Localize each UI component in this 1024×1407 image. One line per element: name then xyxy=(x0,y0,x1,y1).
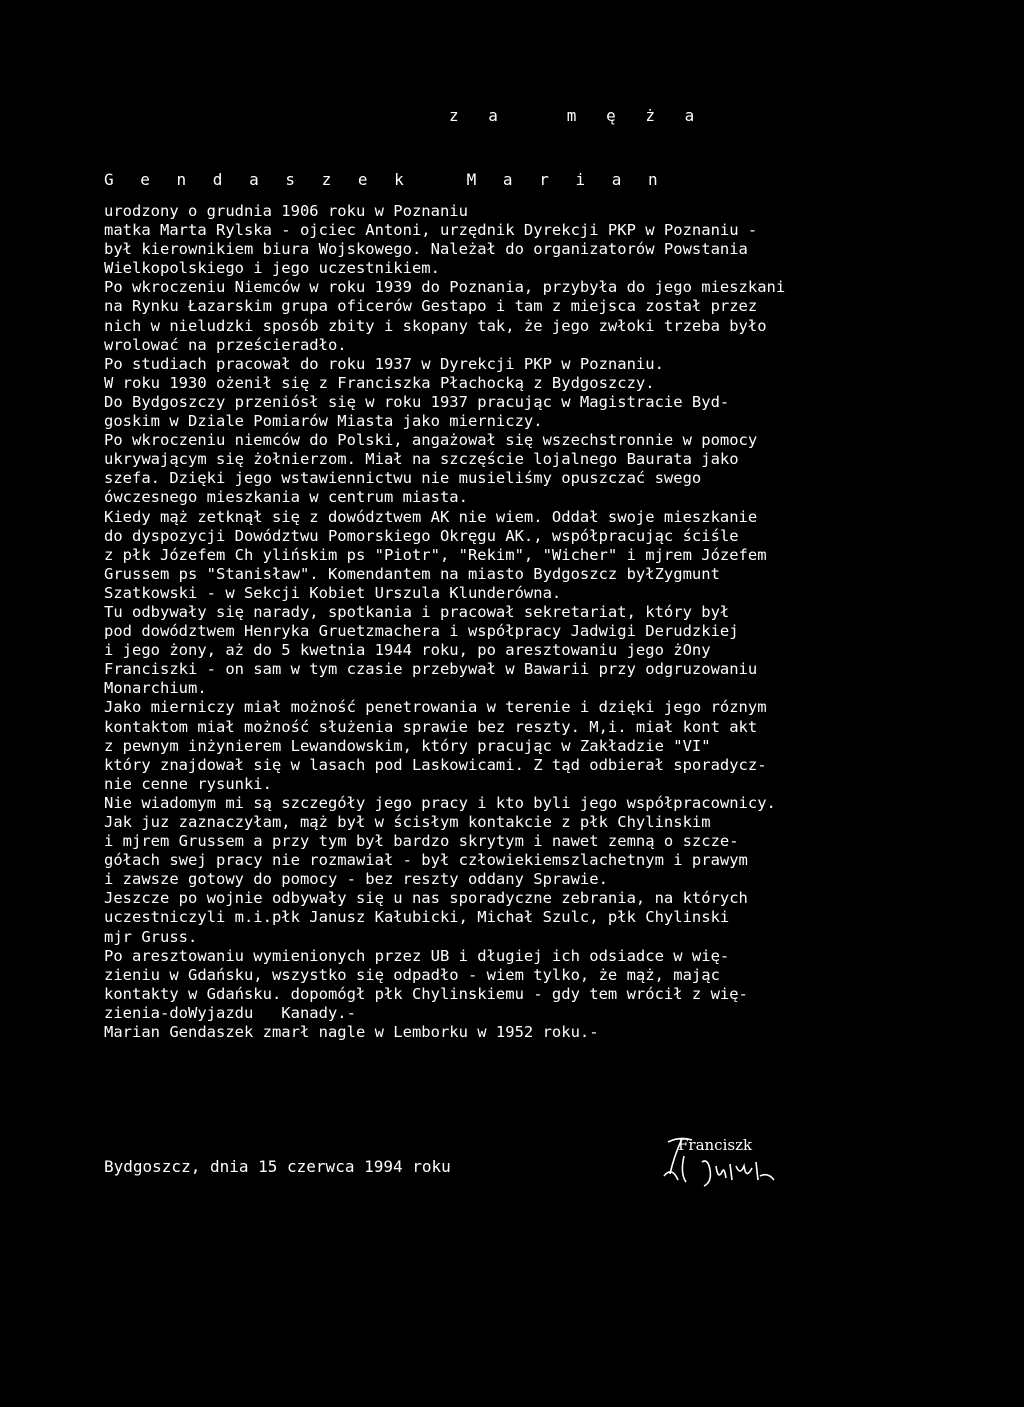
text-line: zienia-doWyjazdu Kanady.- xyxy=(104,1003,356,1022)
text-line: Monarchium. xyxy=(104,679,207,698)
text-line: i jego żony, aż do 5 kwetnia 1944 roku, po aresztowaniu jego żOny xyxy=(104,641,711,660)
text-line: który znajdował się w lasach pod Laskowicami. Z tąd odbierał sporadycz- xyxy=(104,755,767,774)
text-line: Franciszki - on sam w tym czasie przebywał w Bawarii przy odgruzowaniu xyxy=(104,660,758,679)
text-line: gółach swej pracy nie rozmawiał - był człowiekiemszlachetnym i prawym xyxy=(104,851,748,870)
text-line: Wielkopolskiego i jego uczestnikiem. xyxy=(104,259,440,278)
text-line: do dyspozycji Dowództwu Pomorskiego Okręgu AK., współpracując ściśle xyxy=(104,526,739,545)
text-line: Po wkroczeniu niemców do Polski, angażował się wszechstronnie w pomocy xyxy=(104,431,758,450)
text-line: wrolować na prześcieradło. xyxy=(104,335,347,354)
text-line: uczestniczyli m.i.płk Janusz Kałubicki, Michał Szulc, płk Chylinski xyxy=(104,908,730,927)
person-name: G e n d a s z e k M a r i a n xyxy=(104,170,667,189)
text-line: Jeszcze po wojnie odbywały się u nas sporadyczne zebrania, na których xyxy=(104,889,748,908)
text-line: Tu odbywały się narady, spotkania i pracował sekretariat, który był xyxy=(104,602,730,621)
document-heading: z a m ę ż a xyxy=(449,106,705,125)
text-line: urodzony o grudnia 1906 roku w Poznaniu xyxy=(104,202,468,220)
text-line: z pewnym inżynierem Lewandowskim, który pracując w Zakładzie "VI" xyxy=(104,736,711,755)
place-and-date: Bydgoszcz, dnia 15 czerwca 1994 roku xyxy=(104,1157,451,1176)
text-line: Do Bydgoszczy przeniósł się w roku 1937 pracując w Magistracie Byd- xyxy=(104,392,730,411)
text-line: Marian Gendaszek zmarł nagle w Lemborku w 1952 roku.- xyxy=(104,1023,599,1042)
text-line: Jako mierniczy miał możność penetrowania w terenie i dzięki jego róznym xyxy=(104,698,767,717)
text-line: pod dowództwem Henryka Gruetzmachera i współpracy Jadwigi Derudzkiej xyxy=(104,622,739,641)
text-line: Nie wiadomym mi są szczegóły jego pracy i kto byli jego współpracownicy. xyxy=(104,793,776,812)
text-line: kontakty w Gdańsku. dopomógł płk Chylinskiemu - gdy tem wrócił z wię- xyxy=(104,984,748,1003)
text-line: Po aresztowaniu wymienionych przez UB i długiej ich odsiadce w wię- xyxy=(104,946,730,965)
signature-name: Franciszk xyxy=(678,1136,753,1154)
text-line: ukrywającym się żołnierzom. Miał na szczęście lojalnego Baurata jako xyxy=(104,450,739,469)
text-line: nich w nieludzki sposób zbity i skopany tak, że jego zwłoki trzeba było xyxy=(104,316,767,335)
text-line: matka Marta Rylska - ojciec Antoni, urzędnik Dyrekcji PKP w Poznaniu - xyxy=(104,221,758,240)
text-line: i zawsze gotowy do pomocy - bez reszty oddany Sprawie. xyxy=(104,870,608,889)
text-line: goskim w Dziale Pomiarów Miasta jako mierniczy. xyxy=(104,412,543,431)
text-line: i mjrem Grussem a przy tym był bardzo skrytym i nawet zemną o szcze- xyxy=(104,832,739,851)
text-line: szefa. Dzięki jego wstawiennictwu nie musieliśmy opuszczać swego xyxy=(104,469,702,488)
text-line: Jak juz zaznaczyłam, mąż był w ścisłym kontakcie z płk Chylinskim xyxy=(104,813,711,831)
text-line: Szatkowski - w Sekcji Kobiet Urszula Klunderówna. xyxy=(104,583,562,602)
text-line: na Rynku Łazarskim grupa oficerów Gestapo i tam z miejsca został przez xyxy=(104,297,758,316)
text-line: Po studiach pracował do roku 1937 w Dyrekcji PKP w Poznaniu. xyxy=(104,354,664,373)
text-line: ówczesnego mieszkania w centrum miasta. xyxy=(104,488,468,507)
text-line: Po wkroczeniu Niemców w roku 1939 do Poznania, przybyła do jego mieszkani xyxy=(104,278,786,297)
text-line: mjr Gruss. xyxy=(104,927,198,946)
signature xyxy=(660,1136,840,1206)
text-line: był kierownikiem biura Wojskowego. Należał do organizatorów Powstania xyxy=(104,240,748,259)
text-line: nie cenne rysunki. xyxy=(104,774,272,793)
text-line: W roku 1930 ożenił się z Franciszka Płachocką z Bydgoszczy. xyxy=(104,373,655,392)
text-line: Grussem ps "Stanisław". Komendantem na miasto Bydgoszcz byłZygmunt xyxy=(104,564,720,583)
text-line: kontaktom miał możność służenia sprawie bez reszty. M,i. miał kont akt xyxy=(104,717,758,736)
text-line: z płk Józefem Ch ylińskim ps "Piotr", "Rekim", "Wicher" i mjrem Józefem xyxy=(104,545,767,564)
text-line: Kiedy mąż zetknął się z dowództwem AK nie wiem. Oddał swoje mieszkanie xyxy=(104,507,758,526)
document-body xyxy=(104,202,1004,1042)
text-line: zieniu w Gdańsku, wszystko się odpadło - wiem tylko, że mąż, mając xyxy=(104,965,720,984)
